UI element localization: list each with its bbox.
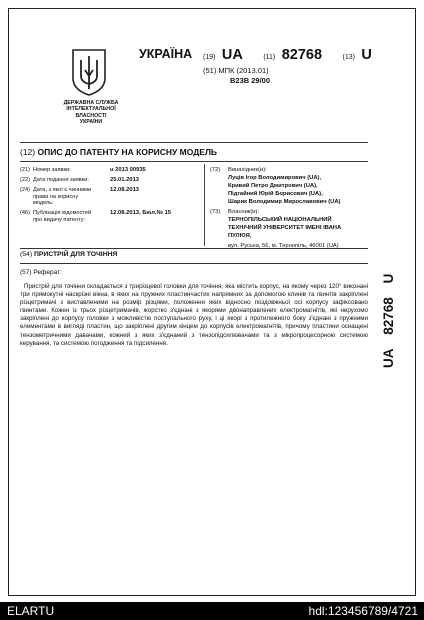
- ipc-line: (51) МПК (2013.01): [203, 66, 269, 75]
- country-code: UA: [221, 47, 243, 63]
- agency-name: ДЕРЖАВНА СЛУЖБА ІНТЕЛЕКТУАЛЬНОЇ ВЛАСНОСТІ УКРАЇНИ: [63, 100, 119, 126]
- owner-name: ТЕРНОПІЛЬСЬКИЙ НАЦІОНАЛЬНИЙ: [228, 217, 332, 223]
- abstract-label: (57) Реферат:: [20, 269, 62, 276]
- divider: [20, 248, 368, 249]
- inventor-name: Підгайний Юрій Борисович (UA),: [228, 191, 323, 197]
- divider: [20, 161, 368, 162]
- trident-emblem-icon: [70, 48, 108, 96]
- divider: [20, 142, 368, 143]
- footer-source: ELARTU: [7, 604, 55, 618]
- divider: [20, 263, 368, 264]
- country-name: УКРАЇНА: [139, 47, 193, 61]
- owner-label: Власник(и):: [228, 209, 260, 215]
- code-11: (11): [263, 54, 276, 61]
- code-19: (19): [203, 54, 216, 61]
- patent-number: 82768: [281, 47, 323, 63]
- inventors-label: Винахідник(и):: [228, 167, 267, 173]
- owner-name: ТЕХНІЧНИЙ УНІВЕРСИТЕТ ІМЕНІ ІВАНА: [228, 225, 342, 231]
- owner-address: вул. Руська, 56, м. Тернопіль, 46001 (UA): [228, 243, 339, 249]
- ipc-class: B23B 29/00: [230, 76, 271, 85]
- patent-kind: U: [361, 47, 372, 63]
- patent-page: ДЕРЖАВНА СЛУЖБА ІНТЕЛЕКТУАЛЬНОЇ ВЛАСНОСТІ УКРАЇНИ УКРАЇНА (19) UA (11) 82768 (13) U (51) МПК (2013.01) B23B 29/00 (12) ОПИС ДО ПАТЕНТУ НА КОРИСНУ МОДЕЛЬ (21) Номер заявки: u 2013 00935 (22) Дата подання заявки: 25.01.2013 (24) Дата, з якої є чинними права на корисну модель: 12.08.2013 (46) Публікація відомостей про видачу патенту: 12.08.2013, Бюл.№ 15 (72) Винахідник(и): Луців Ігор Володимирович (UA), Кривий Петро Дмитрович (UA), Підгайний Юрій Борисович (UA), Шарик Володимир Мирославович (UA) (73) Власник(и): ТЕРНОПІЛЬСЬКИЙ НАЦІОНАЛЬНИЙ ТЕХНІЧНИЙ УНІВЕРСИТЕТ ІМЕНІ ІВАНА ПУЛЮЯ, вул. Руська, 56, м. Тернопіль, 46001 (UA) (54) ПРИСТРІЙ ДЛЯ ТОЧІННЯ (57) Реферат: Пристрій для точіння складається з трирізцевої головки для точіння, яка містить корпус, на якому через 120° виконані три прямокутні наскрізні вікна, в яких на пружних пластинчастих напрямних за допомогою клинів та гвинтів закріплені різцетримачі з виставленими на розмір різцями, положення яких відносно поздовжньої осі корпусу зафіксовано гвинтами. Кожен із трьох різцетримачів, жорстко з'єднані з якорями двонаправлених електромагнітів, які нерухомо закріплені до корпусу головки з можливістю поступального руху, і ці якорі з протилежного боку з'єднані з пружними елементами в вигляді пластин, що закріплені другим кінцем до корпусів електромагнітів, причому пластини оснащені тензометричними давачами, кожний з яких з'єднаний з тензопідсилювачами та з мікропроцесорною системою керування, та системою погодження та підсилення. UA 82768 U: [0, 0, 424, 602]
- inventor-name: Шарик Володимир Мирославович (UA): [228, 199, 341, 205]
- inventor-name: Луців Ігор Володимирович (UA),: [228, 175, 322, 181]
- invention-title: (54) ПРИСТРІЙ ДЛЯ ТОЧІННЯ: [20, 251, 118, 258]
- patent-code-row: [203, 46, 372, 64]
- document-title: (12) ОПИС ДО ПАТЕНТУ НА КОРИСНУ МОДЕЛЬ: [20, 147, 218, 157]
- abstract-text: Пристрій для точіння складається з трирізцевої головки для точіння, яка містить корпус, на якому через 120° виконані три прямокутні наскрізні вікна, в яких на пружних пластинчастих напрямних за допомогою клинів та гвинтів закріплені різцетримачі з виставленими на розмір різцями, положення яких відносно поздовжньої осі корпусу зафіксовано гвинтами. Кожен із трьох різцетримачів, жорстко з'єднані з якорями двонаправлених електромагнітів, які нерухомо закріплені до корпусу головки з можливістю поступального руху, і ці якорі з протилежного боку з'єднані з пружними елементами в вигляді пластин, що закріплені другим кінцем до корпусів електромагнітів, причому пластини оснащені тензометричними давачами, кожний з яких з'єднаний з тензопідсилювачами та з мікропроцесорною системою керування, та системою погодження та підсилення.: [20, 283, 368, 347]
- footer-bar: [0, 602, 424, 620]
- inventor-name: Кривий Петро Дмитрович (UA),: [228, 183, 318, 189]
- owner-name: ПУЛЮЯ,: [228, 233, 252, 239]
- column-divider: [204, 164, 205, 246]
- footer-handle: hdl:123456789/4721: [308, 604, 418, 618]
- side-patent-code: UA 82768 U: [381, 273, 396, 368]
- code-13: (13): [342, 54, 355, 61]
